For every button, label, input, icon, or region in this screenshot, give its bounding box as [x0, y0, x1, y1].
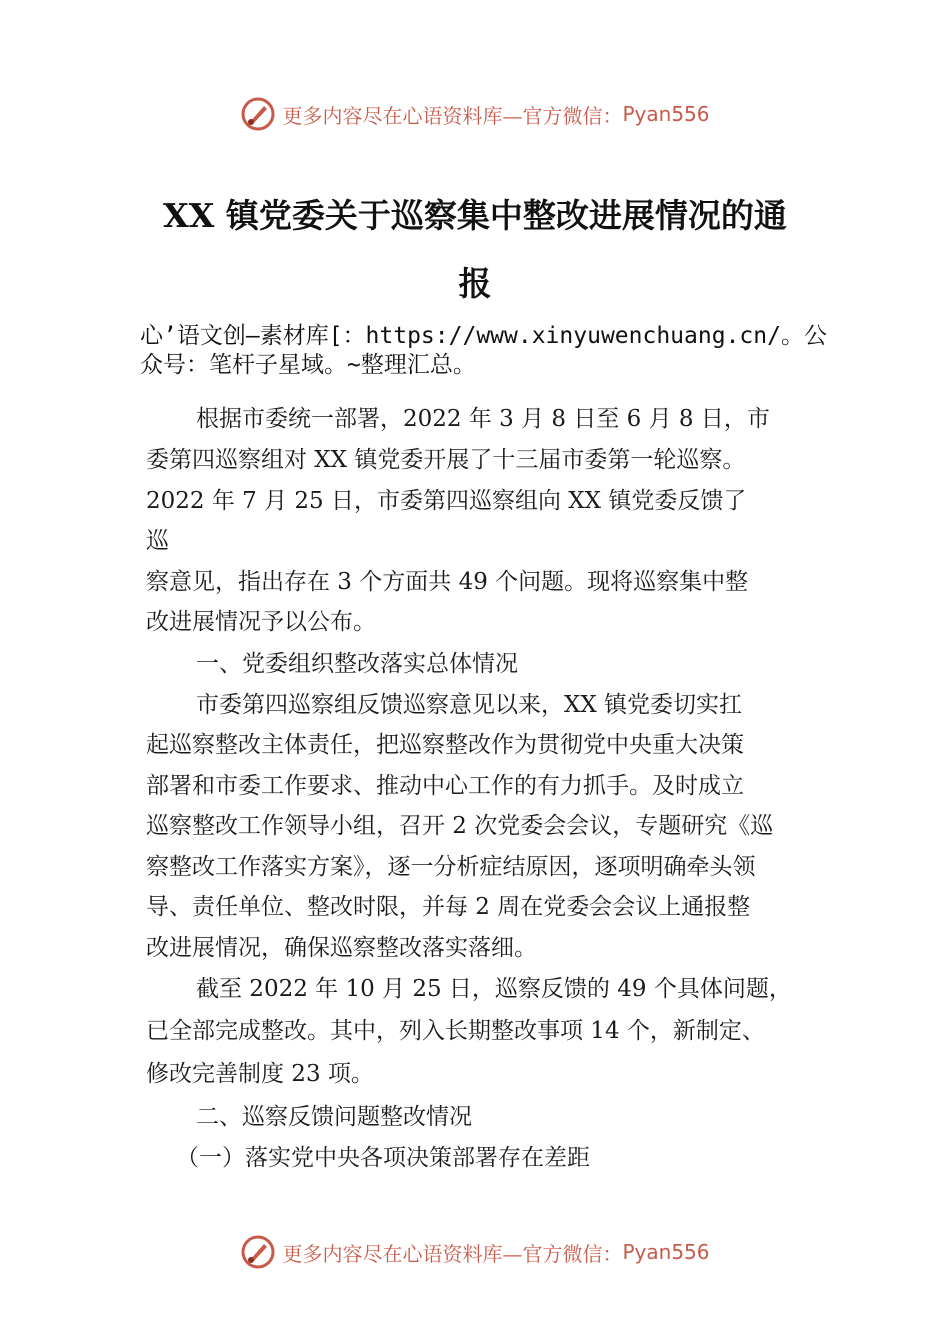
body-line: 市委第四巡察组反馈巡察意见以来，XX 镇党委切实扛	[196, 692, 743, 718]
body-line: 2022 年 7 月 25 日，市委第四巡察组向 XX 镇党委反馈了	[146, 488, 747, 514]
body-line: 巡察整改工作领导小组，召开 2 次党委会会议，专题研究《巡	[146, 813, 774, 839]
section-heading: 二、巡察反馈问题整改情况	[196, 1104, 472, 1130]
body-line: 察整改工作落实方案》，逐一分析症结原因，逐项明确牵头领	[146, 854, 756, 880]
body-line: 改进展情况，确保巡察整改落实落细。	[146, 935, 537, 961]
source-note: 心’语文创—素材库[：https://www.xinyuwenchuang.cn/。公众号：笔杆子星域。~整理汇总。	[140, 323, 827, 378]
watermark-wechat-id: Pyan556	[622, 102, 710, 126]
watermark-footer	[0, 1232, 950, 1272]
body-line: 委第四巡察组对 XX 镇党委开展了十三届市委第一轮巡察。	[146, 447, 746, 473]
body-line: 导、责任单位、整改时限，并每 2 周在党委会会议上通报整	[146, 894, 751, 920]
watermark-text: 更多内容尽在心语资料库—官方微信：	[282, 1241, 623, 1266]
body-line: 起巡察整改主体责任，把巡察整改作为贯彻党中央重大决策	[146, 732, 744, 758]
body-line: 改进展情况予以公布。	[146, 609, 376, 635]
watermark-wechat-id: Pyan556	[622, 1240, 710, 1264]
brush-logo-icon	[240, 1234, 276, 1270]
body-line: 已全部完成整改。其中，列入长期整改事项 14 个，新制定、	[146, 1018, 765, 1044]
watermark-header	[0, 94, 950, 134]
section-heading: 一、党委组织整改落实总体情况	[196, 651, 518, 677]
subsection-heading: （一）落实党中央各项决策部署存在差距	[176, 1145, 590, 1171]
body-line: 巡	[146, 528, 169, 554]
document-title-line-1: XX 镇党委关于巡察集中整改进展情况的通	[163, 196, 787, 235]
body-line: 根据市委统一部署，2022 年 3 月 8 日至 6 月 8 日，市	[196, 406, 770, 432]
body-line: 修改完善制度 23 项。	[146, 1061, 374, 1087]
body-line: 察意见，指出存在 3 个方面共 49 个问题。现将巡察集中整	[146, 569, 749, 595]
document-title-line-2: 报	[458, 264, 492, 303]
watermark-text: 更多内容尽在心语资料库—官方微信：	[282, 103, 623, 128]
brush-logo-icon	[240, 96, 276, 132]
body-line: 截至 2022 年 10 月 25 日，巡察反馈的 49 个具体问题，	[196, 976, 792, 1002]
body-line: 部署和市委工作要求、推动中心工作的有力抓手。及时成立	[146, 773, 744, 799]
